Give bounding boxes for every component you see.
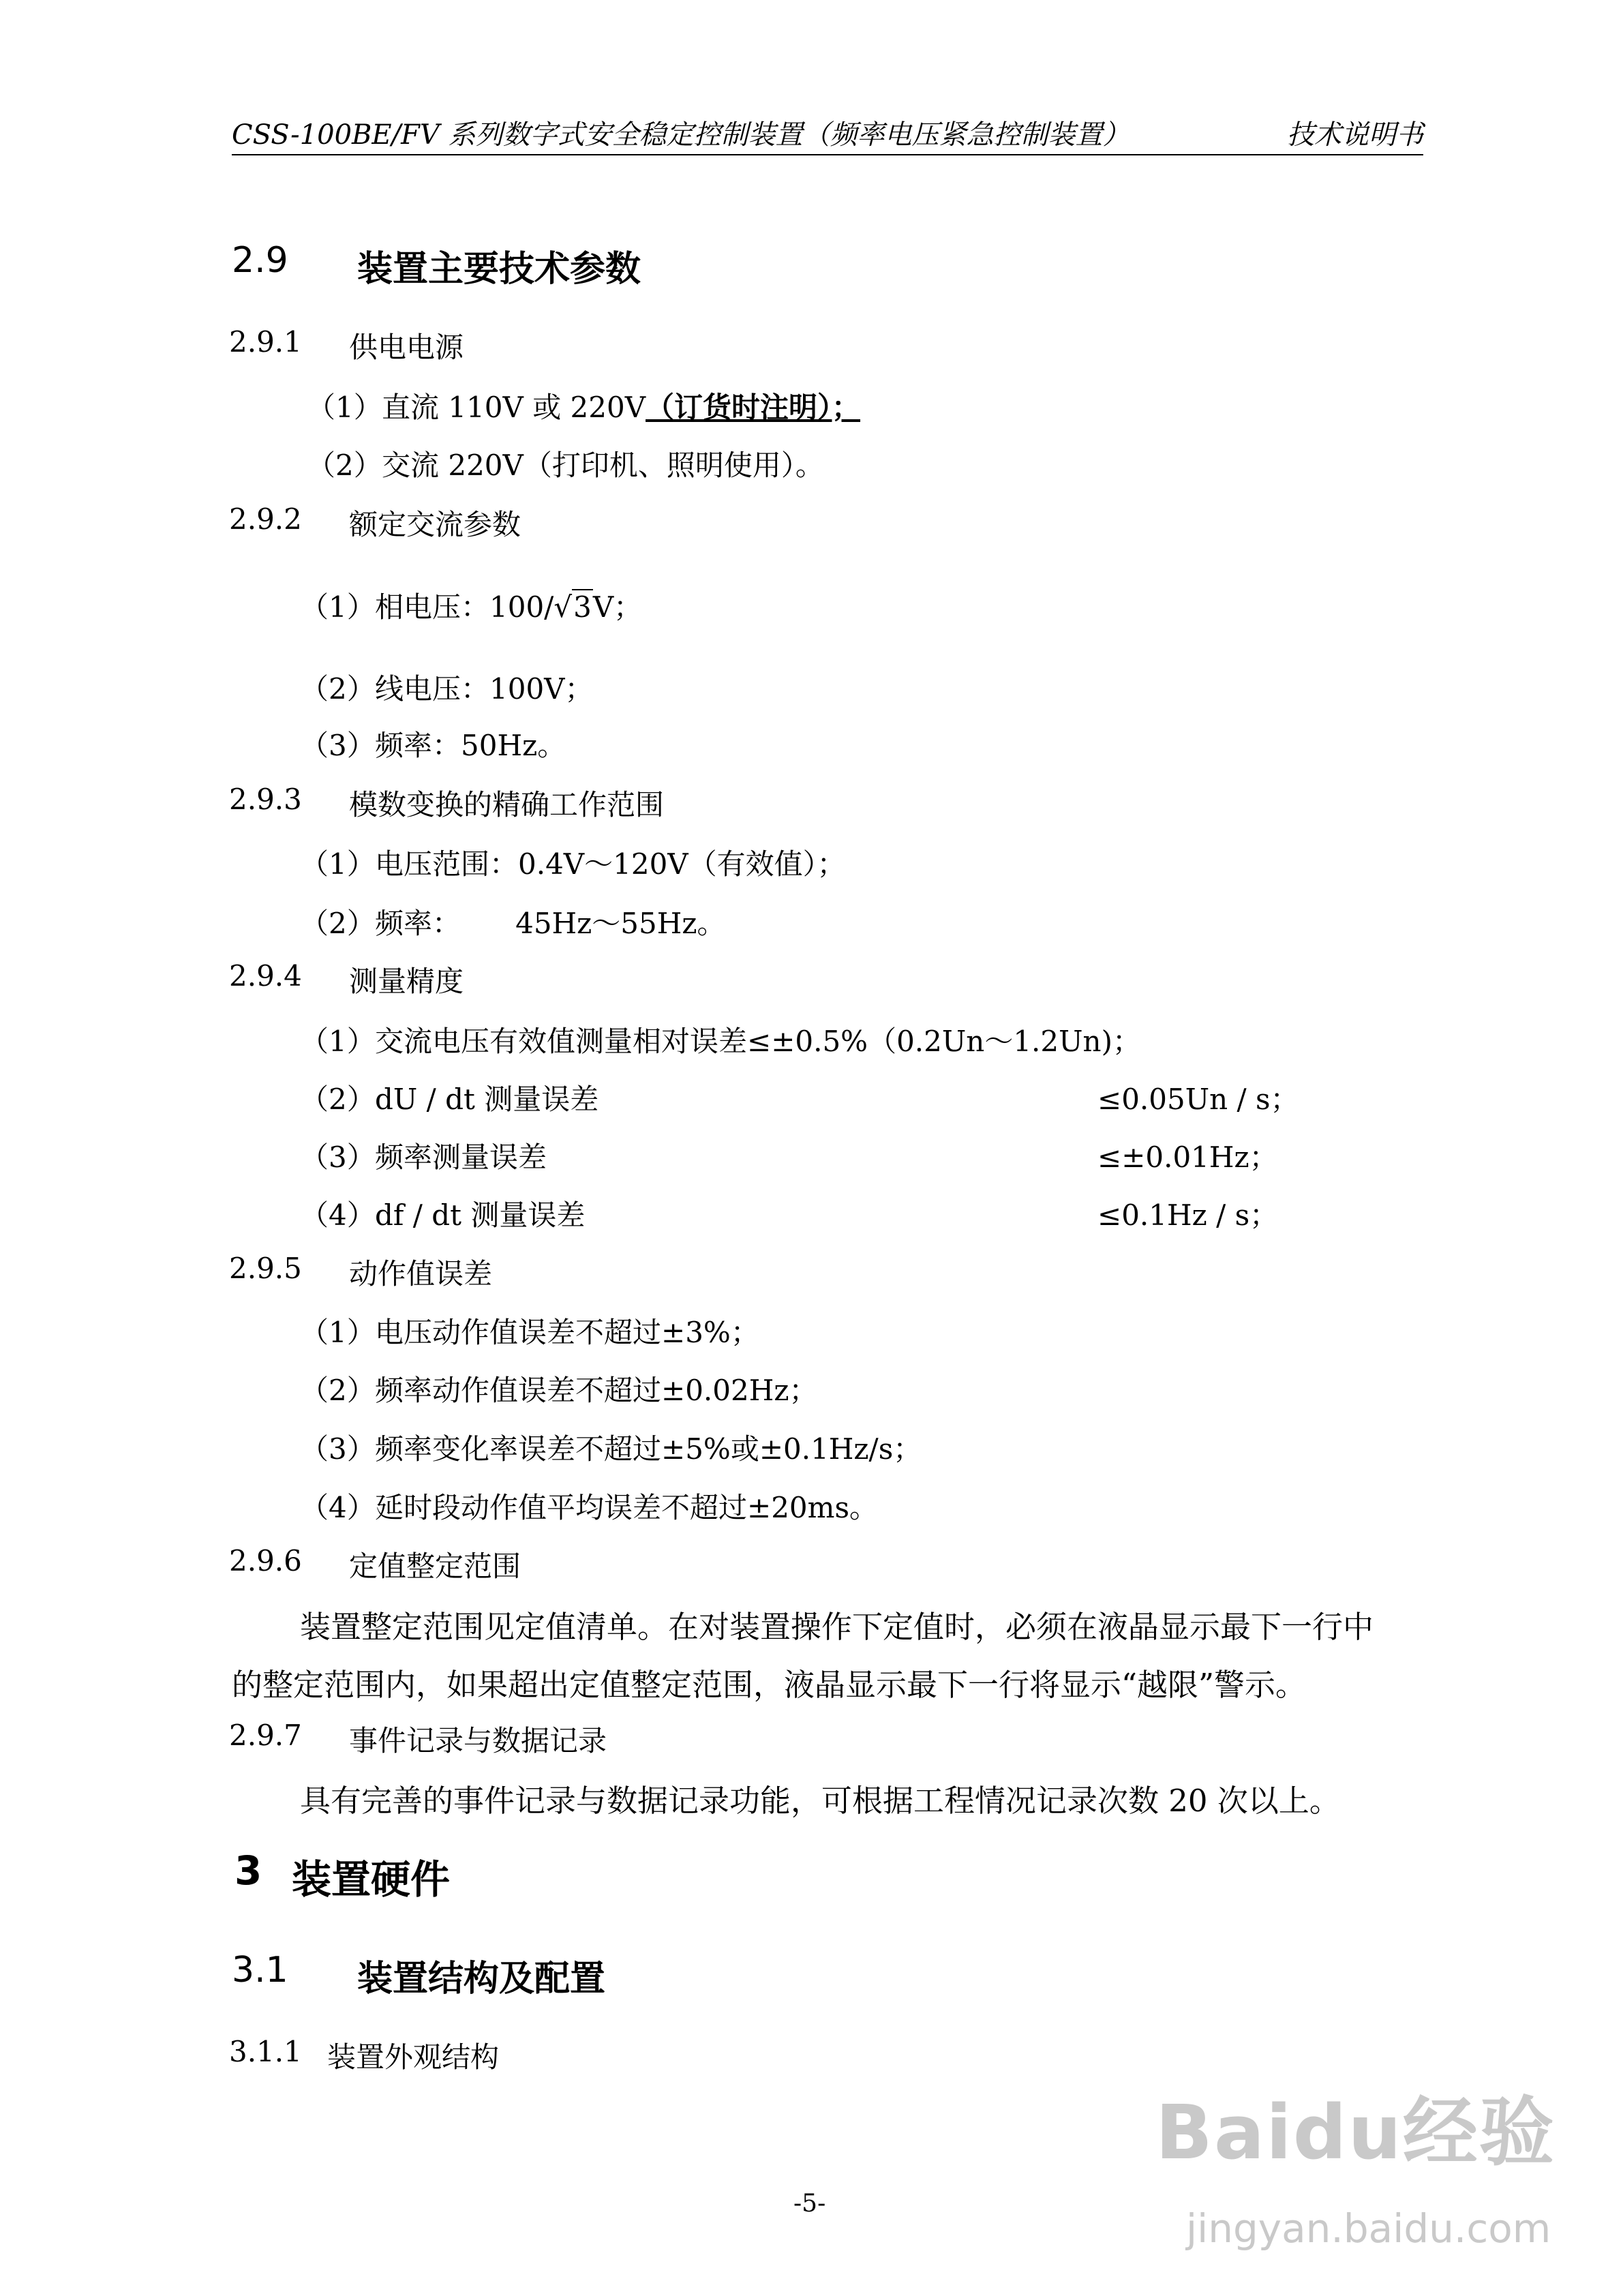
subsection-2-9-3 <box>229 783 665 821</box>
list-item: （4）延时段动作值平均误差不超过±20ms。 <box>300 1491 879 1524</box>
chapter-3-heading <box>234 1847 451 1903</box>
subsection-2-9-1 <box>229 325 464 364</box>
list-item: （1）直流 110V 或 220V（订货时注明）； <box>307 391 861 424</box>
list-item: （2）频率： 45Hz～55Hz。 <box>300 907 726 940</box>
chapter-title: 装置硬件 <box>292 1856 451 1903</box>
error-value: ≤±0.01Hz； <box>1097 1141 1278 1174</box>
list-item: （1）电压动作值误差不超过±3%； <box>300 1316 759 1349</box>
subsection-title: 装置外观结构 <box>327 2040 500 2074</box>
list-item: （2）线电压：100V； <box>300 672 594 706</box>
error-value: ≤0.05Un / s； <box>1097 1083 1299 1116</box>
subsection-title: 供电电源 <box>349 331 464 364</box>
paragraph-line: 具有完善的事件记录与数据记录功能，可根据工程情况记录次数 20 次以上。 <box>300 1783 1340 1819</box>
subsection-number: 2.9.2 <box>229 502 302 536</box>
subsection-2-9-2 <box>229 502 521 541</box>
subsection-number: 2.9.7 <box>229 1719 302 1752</box>
section-3-1-heading <box>232 1950 606 1999</box>
square-root-symbol: √3 <box>553 590 592 624</box>
list-item: （1）交流电压有效值测量相对误差≤±0.5%（0.2Un～1.2Un)； <box>300 1025 1141 1058</box>
baidu-watermark-url: jingyan.baidu.com <box>1186 2205 1551 2252</box>
error-value: ≤0.1Hz / s； <box>1097 1198 1279 1232</box>
paragraph-line: 装置整定范围见定值清单。在对装置操作下定值时，必须在液晶显示最下一行中 <box>300 1609 1374 1645</box>
list-item: （4）df / dt 测量误差 ≤0.1Hz / s； <box>300 1193 1322 1234</box>
subsection-number: 2.9.6 <box>229 1544 302 1577</box>
section-title: 装置结构及配置 <box>357 1959 606 1999</box>
subsection-3-1-1 <box>229 2035 500 2074</box>
subsection-title: 模数变换的精确工作范围 <box>349 788 665 821</box>
subsection-number: 3.1.1 <box>229 2035 302 2068</box>
subsection-title: 事件记录与数据记录 <box>349 1724 607 1757</box>
subsection-number: 2.9.4 <box>229 959 302 993</box>
order-note: （订货时注明）； <box>646 391 861 424</box>
subsection-2-9-4 <box>229 959 464 998</box>
list-item: （2）交流 220V（打印机、照明使用）。 <box>307 449 824 482</box>
list-item: （1）电压范围：0.4V～120V（有效值）； <box>300 847 846 881</box>
list-item: （3）频率：50Hz。 <box>300 729 566 762</box>
subsection-number: 2.9.1 <box>229 325 302 359</box>
chapter-number: 3 <box>234 1847 262 1894</box>
page-number: -5- <box>793 2190 826 2218</box>
list-item: （2）dU / dt 测量误差 ≤0.05Un / s； <box>300 1077 1322 1118</box>
subsection-number: 2.9.3 <box>229 783 302 816</box>
list-item: （2）频率动作值误差不超过±0.02Hz； <box>300 1374 818 1407</box>
subsection-title: 动作值误差 <box>349 1257 493 1290</box>
section-title: 装置主要技术参数 <box>357 249 641 290</box>
subsection-2-9-5 <box>229 1252 493 1290</box>
list-item: （3）频率测量误差 ≤±0.01Hz； <box>300 1135 1322 1176</box>
list-item: （1）相电压：100/√3V； <box>300 590 643 624</box>
subsection-2-9-6 <box>229 1544 521 1583</box>
subsection-title: 额定交流参数 <box>349 508 521 541</box>
subsection-title: 测量精度 <box>349 965 464 998</box>
section-number: 2.9 <box>232 240 288 281</box>
header-doc-type: 技术说明书 <box>1287 119 1423 151</box>
page-header <box>232 113 1423 155</box>
paragraph-line: 的整定范围内，如果超出定值整定范围，液晶显示最下一行将显示“越限”警示。 <box>232 1667 1307 1703</box>
section-number: 3.1 <box>232 1950 288 1991</box>
subsection-title: 定值整定范围 <box>349 1550 521 1583</box>
section-2-9-heading <box>232 240 641 290</box>
list-item: （3）频率变化率误差不超过±5%或±0.1Hz/s； <box>300 1432 922 1466</box>
subsection-number: 2.9.5 <box>229 1252 302 1285</box>
header-title: CSS-100BE/FV 系列数字式安全稳定控制装置（频率电压紧急控制装置） <box>232 119 1130 151</box>
baidu-watermark-logo: Baidu经验 <box>1155 2089 1556 2176</box>
subsection-2-9-7 <box>229 1719 607 1757</box>
